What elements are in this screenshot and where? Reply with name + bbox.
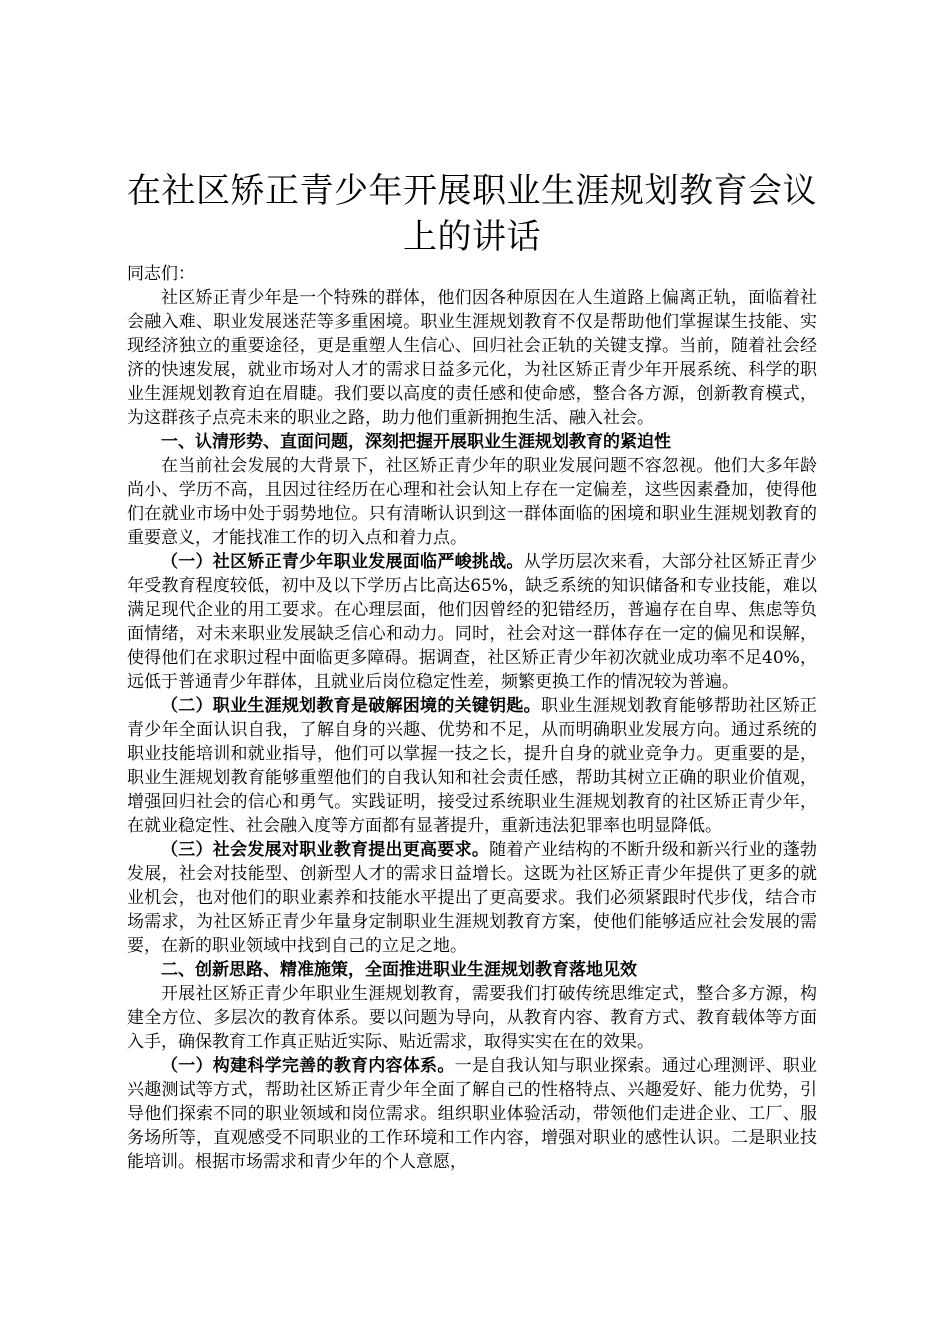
subsection-lead: （一）社区矫正青少年职业发展面临严峻挑战。 — [161, 552, 524, 572]
document-page — [127, 168, 817, 1174]
subsection-lead: （二）职业生涯规划教育是破解困境的关键钥匙。 — [161, 696, 541, 716]
subsection-lead: （一）构建科学完善的教育内容体系。 — [161, 1056, 455, 1076]
greeting: 同志们： — [127, 264, 195, 284]
body-paragraph: 开展社区矫正青少年职业生涯规划教育，需要我们打破传统思维定式，整合多方源，构建全方位、多层次的教育体系。要以问题为导向，从教育内容、教育方式、教育载体等方面入手，确保教育工作真正贴近实际、贴近需求，取得实实在在的效果。 — [127, 984, 817, 1052]
body-paragraph — [127, 838, 817, 958]
section-heading: 一、认清形势、直面问题，深刻把握开展职业生涯规划教育的紧迫性 — [161, 432, 671, 452]
body-paragraph: 社区矫正青少年是一个特殊的群体，他们因各种原因在人生道路上偏离正轨，面临着社会融入难、职业发展迷茫等多重困境。职业生涯规划教育不仅是帮助他们掌握谋生技能、实现经济独立的重要途径，更是重塑人生信心、回归社会正轨的关键支撑。当前，随着社会经济的快速发展，就业市场对人才的需求日益多元化，为社区矫正青少年开展系统、科学的职业生涯规划教育迫在眉睫。我们要以高度的责任感和使命感，整合各方源，创新教育模式，为这群孩子点亮未来的职业之路，助力他们重新拥抱生活、融入社会。 — [127, 288, 817, 428]
paragraph-text: 从学历层次来看，大部分社区矫正青少年受教育程度较低，初中及以下学历占比高达65%，缺乏系统的知识储备和专业技能，难以满足现代企业的用工要求。在心理层面，他们因曾经的犯错经历，普遍存在自卑、焦虑等负面情绪，对未来职业发展缺乏信心和动力。同时，社会对这一群体存在一定的偏见和误解，使得他们在求职过程中面临更多障碍。据调查，社区矫正青少年初次就业成功率不足40%，远低于普通青少年群体，且就业后岗位稳定性差，频繁更换工作的情况较为普遍。 — [127, 552, 818, 692]
body-paragraph: 在当前社会发展的大背景下，社区矫正青少年的职业发展问题不容忽视。他们大多年龄尚小、学历不高，且因过往经历在心理和社会认知上存在一定偏差，这些因素叠加，使得他们在就业市场中处于弱势地位。只有清晰认识到这一群体面临的困境和职业生涯规划教育的重要意义，才能找准工作的切入点和着力点。 — [127, 456, 817, 548]
paragraph-text: 一是自我认知与职业探索。通过心理测评、职业兴趣测试等方式，帮助社区矫正青少年全面了解自己的性格特点、兴趣爱好、能力优势，引导他们探索不同的职业领域和岗位需求。组织职业体验活动，带领他们走进企业、工厂、服务场所等，直观感受不同职业的工作环境和工作内容，增强对职业的感性认识。二是职业技能培训。根据市场需求和青少年的个人意愿， — [127, 1056, 817, 1172]
paragraph-text: 随着产业结构的不断升级和新兴行业的蓬勃发展，社会对技能型、创新型人才的需求日益增长。这既为社区矫正青少年提供了更多的就业机会，也对他们的职业素养和技能水平提出了更高要求。我们必须紧跟时代步伐，结合市场需求，为社区矫正青少年量身定制职业生涯规划教育方案，使他们能够适应社会发展的需要，在新的职业领域中找到自己的立足之地。 — [127, 840, 818, 956]
section-heading: 二、创新思路、精准施策，全面推进职业生涯规划教育落地见效 — [161, 960, 637, 980]
document-title: 在社区矫正青少年开展职业生涯规划教育会议上的讲话 — [127, 171, 817, 257]
body-paragraph — [127, 694, 817, 838]
paragraph-text: 职业生涯规划教育能够帮助社区矫正青少年全面认识自我，了解自身的兴趣、优势和不足，从而明确职业发展方向。通过系统的职业技能培训和就业指导，他们可以掌握一技之长，提升自身的就业竞争力。更重要的是，职业生涯规划教育能够重塑他们的自我认知和社会责任感，帮助其树立正确的职业价值观，增强回归社会的信心和勇气。实践证明，接受过系统职业生涯规划教育的社区矫正青少年，在就业稳定性、社会融入度等方面都有显著提升，重新违法犯罪率也明显降低。 — [127, 696, 818, 836]
subsection-lead: （三）社会发展对职业教育提出更高要求。 — [161, 840, 490, 860]
document-body — [127, 286, 817, 1174]
body-paragraph — [127, 1054, 817, 1174]
body-paragraph — [127, 550, 817, 694]
